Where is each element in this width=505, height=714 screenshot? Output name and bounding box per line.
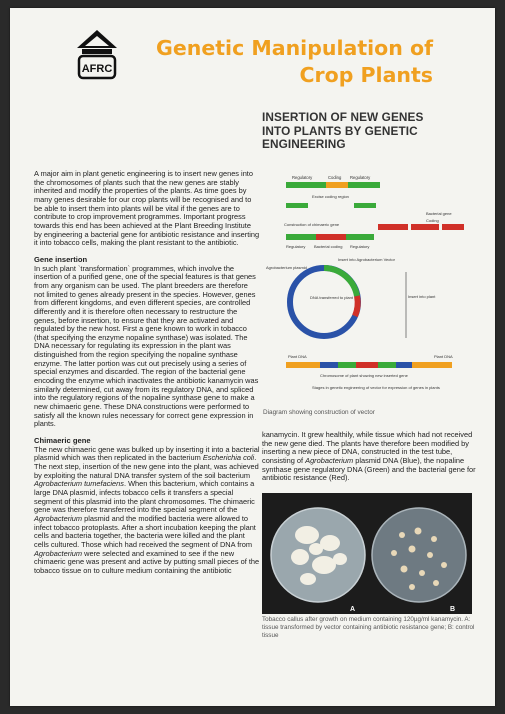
chromosome-segment-orange xyxy=(286,362,320,368)
intro-paragraph: A major aim in plant genetic engineering is to insert new genes into the chromosomes of plants such that the new genes are stably inherited and modify the properties of the plants. As time goes by many genes desirable for our crop plants will be recognised and to be able to insert them into plants will be vital if the genes are to contribute to crop improvement programmes. Important progress towards this end has been achieved at the Plant Breeding Institute by engineering a bacterial gene for antibiotic resistance and inserting it into tobacco cells, making the plant resistant to the antibiotic. xyxy=(34,169,260,248)
gene-segment-green xyxy=(286,203,308,208)
label-insert-agrobacterium: Insert into Agrobacterium Vector xyxy=(338,257,395,262)
gene-insertion-paragraph: In such plant `transformation` programmes, which involve the insertion of a purified gene, one of the special features is that genes from any organism can be used. The plant breeders are therefore not limited to genes already present in the species. However, genes from different kingdoms, and even different species, are controlled differently and it is therefore often necessary to restructure the genes, before insertion, to ensure that they are activated and regulated by the new host. First a gene known to work in tobacco (that specifying the enzyme nopaline synthase) was isolated. The DNA necessary for regulating its expression in the plant was distinguished from the region specifying the nopaline synthase enzyme. The latter portion was cut out precisely using a series of special enzymes and discarded. The region of the bacterial gene encoding the enzyme which inactivates the antibiotic kanamycin was similarly determined, cut away from its regulatory DNA, and spliced into the regulatory regions of the nopaline synthase gene to make a new chimaeric gene. These DNA constructions were performed to satisfy all the known rules necessary for correct gene expression in plants. xyxy=(34,263,259,429)
gene-segment-red xyxy=(378,224,408,230)
gene-segment-orange xyxy=(326,182,348,188)
chromosome-segment-red xyxy=(356,362,378,368)
label-coding: Coding xyxy=(328,175,342,180)
photo-caption: Tobacco callus after growth on medium containing 120µg/ml kanamycin. A: tissue transformed by vector containing antibiotic resistance gene; B: control tissue xyxy=(262,616,475,639)
chimaeric-gene-paragraph: The new chimaeric gene was bulked up by inserting it into a bacterial plasmid which was then replicated in the bacterium Escherichia coli. The next step, insertion of the new gene into the plant, was achieved by exploiting the natural DNA transfer system of the soil bacterium Agrobacterium tumefaciens. When this bacterium, which contains a large DNA plasmid, infects tobacco cells it transfers a special segment of this plasmid into the plant chromosomes. The chimaeric gene was therefore transferred into the special segment of the Agrobacterium plasmid and the modified bacteria were allowed to infect tobacco protoplasts. After a short incubation keeping the plant cells and bacteria together, the bacteria were killed and the plant cells cultured. Those which had received the segment of DNA from Agrobacterium were selected and examined to see if the new chimaeric gene was present and active by putting small pieces of the tobacco tissue on to culture medium containing the antibiotic xyxy=(34,444,260,575)
left-column xyxy=(34,170,260,584)
heading-line-3: ENGINEERING xyxy=(262,137,346,151)
right-column xyxy=(262,431,480,483)
label-bacterial-coding: Bacterial coding xyxy=(314,244,343,249)
chromosome-segment-orange xyxy=(412,362,452,368)
chromosome-segment-blue xyxy=(396,362,412,368)
chimaeric-gene-heading: Chimaeric gene xyxy=(34,436,91,446)
title-line-1: Genetic Manipulation of xyxy=(156,36,433,60)
title-line-2: Crop Plants xyxy=(299,63,433,87)
label-stages: Stages in genetic engineering of vector for expression of genes in plants xyxy=(312,385,440,390)
petri-dish-photo xyxy=(262,493,472,614)
label-regulatory: Regulatory xyxy=(292,175,313,180)
dish-a xyxy=(271,508,365,602)
gene-segment-green xyxy=(354,203,376,208)
label-construction: Construction of chimaeric gene xyxy=(284,222,340,227)
gene-segment-green xyxy=(346,234,374,240)
gene-segment-green xyxy=(286,234,316,240)
logo-text: AFRC xyxy=(81,63,113,75)
label-regulatory: Regulatory xyxy=(286,244,306,249)
chromosome-segment-green xyxy=(338,362,356,368)
dish-label-b: B xyxy=(450,606,456,613)
label-excise: Excise coding region xyxy=(312,194,349,199)
page-title xyxy=(156,35,433,89)
plasmid-segment-red xyxy=(355,296,358,316)
gene-segment-green xyxy=(348,182,380,188)
dish-b xyxy=(372,508,466,602)
label-coding: Coding xyxy=(426,218,439,223)
section-heading xyxy=(262,111,472,152)
afrc-logo-icon xyxy=(74,28,120,82)
label-agrobacterium-plasmid: Agrobacterium plasmid xyxy=(266,265,307,270)
continued-paragraph: kanamycin. It grew healthily, while tissue which had not received the new gene died. The plants have therefore been modified by inserting a new piece of DNA, constructed in the test tube, consisting of Agrobacterium plasmid DNA (Blue), the nopaline synthase gene regulatory DNA (Green) and the bacterial gene for antibiotic resistance (Red). xyxy=(262,430,476,483)
gene-segment-red xyxy=(411,224,439,230)
heading-line-1: INSERTION OF NEW GENES xyxy=(262,110,424,124)
label-regulatory: Regulatory xyxy=(350,175,371,180)
chromosome-segment-green xyxy=(378,362,396,368)
label-plant-dna: Plant DNA xyxy=(288,354,307,359)
gene-segment-red xyxy=(442,224,464,230)
gene-segment-green xyxy=(286,182,326,188)
diagram-caption: Diagram showing construction of vector xyxy=(263,409,375,416)
heading-line-2: INTO PLANTS BY GENETIC xyxy=(262,123,418,138)
label-regulatory: Regulatory xyxy=(350,244,370,249)
gene-segment-red xyxy=(316,234,346,240)
dish-label-a: A xyxy=(350,606,356,613)
poster-sheet xyxy=(10,8,495,706)
label-bacterial-gene: Bacterial gene xyxy=(426,211,452,216)
plasmid-segment-green xyxy=(324,268,357,296)
gene-insertion-heading: Gene insertion xyxy=(34,254,88,264)
chromosome-segment-blue xyxy=(320,362,338,368)
label-insert-plant: Insert into plant xyxy=(408,294,436,299)
label-dna-transferred: DNA transferred to plant xyxy=(310,295,353,300)
label-chromosome: Chromosome of plant showing new inserted gene xyxy=(320,373,408,378)
label-plant-dna: Plant DNA xyxy=(434,354,453,359)
vector-construction-diagram xyxy=(266,168,470,406)
